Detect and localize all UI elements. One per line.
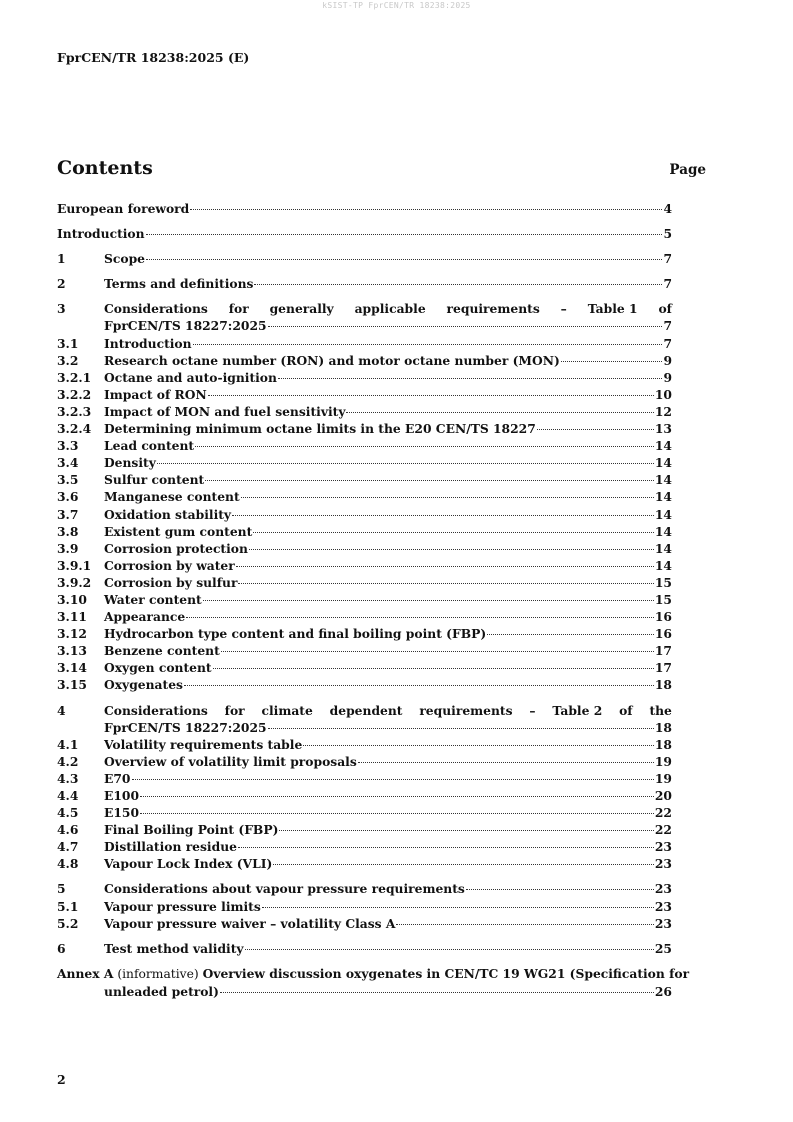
toc-title: Final Boiling Point (FBP) [104, 822, 279, 838]
toc-page: 18 [654, 677, 672, 693]
toc-title-line [57, 965, 690, 983]
toc-page: 9 [663, 352, 672, 368]
dot-leader [466, 889, 654, 890]
toc-title: E150 [104, 805, 140, 821]
toc-page: 7 [663, 251, 672, 267]
toc-page: 16 [654, 609, 672, 625]
toc-number: 4.6 [57, 822, 79, 838]
toc-number: 3.1 [57, 335, 79, 351]
toc-entry-3-7[interactable] [57, 506, 672, 523]
toc-title-word: generally [269, 301, 334, 317]
toc-number: 3.5 [57, 472, 79, 488]
toc-entry-3-13[interactable] [57, 642, 672, 659]
dot-leader [208, 395, 654, 396]
toc-number: 5.1 [57, 898, 79, 914]
dot-leader [203, 600, 654, 601]
dot-leader [146, 259, 662, 260]
toc-page: 10 [654, 386, 672, 402]
toc-number: 3 [57, 301, 66, 317]
toc-title-word: of [619, 702, 633, 718]
dot-leader [254, 284, 662, 285]
toc-number: 3.8 [57, 523, 79, 539]
dot-leader [487, 634, 654, 635]
dot-leader [238, 583, 653, 584]
toc-entry-5-2[interactable] [57, 915, 672, 932]
toc-number: 3.12 [57, 626, 87, 642]
toc-title: Water content [104, 591, 202, 607]
dot-leader [537, 429, 654, 430]
dot-leader [195, 446, 654, 447]
toc-entry-annex-a[interactable] [57, 965, 690, 1000]
toc-number: 3.2 [57, 352, 79, 368]
dot-leader [396, 924, 653, 925]
toc-title-line [104, 300, 672, 317]
toc-title: Considerations about vapour pressure requirements [104, 881, 465, 897]
toc-title: Terms and definitions [104, 276, 254, 292]
toc-page: 17 [654, 643, 672, 659]
dot-leader [132, 779, 654, 780]
toc-entry-4-5[interactable] [57, 804, 672, 821]
toc-number: 3.9.2 [57, 574, 92, 590]
toc-page: 4 [663, 201, 672, 216]
toc-entry-3-general-requirements[interactable] [57, 300, 672, 334]
toc-entry-4-7[interactable] [57, 838, 672, 855]
toc-page: 23 [654, 915, 672, 931]
toc-title-continued: unleaded petrol) [104, 983, 219, 999]
toc-title: European foreword [57, 201, 190, 216]
toc-number: 3.3 [57, 438, 79, 454]
toc-entry-3-14[interactable] [57, 659, 672, 676]
toc-title: Impact of MON and fuel sensitivity [104, 403, 346, 419]
toc-page: 13 [654, 421, 672, 437]
toc-page: 14 [654, 557, 672, 573]
toc-entry-3-2-3[interactable] [57, 403, 672, 420]
annex-informative-label: (informative) [113, 966, 203, 981]
toc-page: 17 [654, 660, 672, 676]
toc-title-word: for [228, 301, 249, 317]
toc-title: Overview of volatility limit proposals [104, 753, 357, 769]
toc-entry-introduction[interactable] [57, 225, 672, 242]
toc-page: 14 [654, 455, 672, 471]
toc-title: Research octane number (RON) and motor octane number (MON) [104, 352, 560, 368]
toc-number: 4.2 [57, 753, 79, 769]
dot-leader [140, 796, 654, 797]
toc-title-word: Considerations [104, 702, 208, 718]
toc-entry-3-10[interactable] [57, 591, 672, 608]
toc-page: 19 [654, 770, 672, 786]
toc-title: Vapour pressure waiver – volatility Class A [104, 915, 396, 931]
toc-number: 1 [57, 251, 66, 267]
annex-label: Annex A [57, 965, 114, 981]
toc-entry-4-2[interactable] [57, 753, 672, 770]
toc-page: 26 [654, 983, 672, 999]
toc-title: Appearance [104, 609, 186, 625]
dot-leader [262, 907, 654, 908]
document-id: FprCEN/TR 18238:2025 (E) [57, 50, 250, 65]
dot-leader [253, 532, 654, 533]
toc-entry-2-terms[interactable] [57, 275, 672, 292]
toc-title: Benzene content [104, 643, 220, 659]
toc-title: Volatility requirements table [104, 736, 303, 752]
toc-title-word: of [658, 301, 672, 317]
toc-number: 4.7 [57, 839, 79, 855]
toc-title-word: requirements [446, 301, 540, 317]
toc-number: 4.1 [57, 736, 79, 752]
toc-page: 18 [654, 719, 672, 735]
toc-page: 23 [654, 881, 672, 897]
dot-leader [232, 515, 654, 516]
toc-title-word: Table 2 [552, 702, 603, 718]
toc-title: Lead content [104, 438, 195, 454]
toc-entry-4-1[interactable] [57, 736, 672, 753]
toc-title-continued: FprCEN/TS 18227:2025 [104, 318, 267, 334]
toc-entry-5[interactable] [57, 880, 672, 897]
toc-number: 4.4 [57, 788, 79, 803]
dot-leader [278, 378, 662, 379]
toc-title: Introduction [57, 226, 145, 242]
toc-title-line [104, 702, 672, 719]
dot-leader [157, 463, 654, 464]
toc-title: Distillation residue [104, 839, 237, 855]
dot-leader [146, 234, 663, 235]
toc-entry-1-scope[interactable] [57, 250, 672, 267]
dot-leader [273, 864, 654, 865]
toc-number: 4.3 [57, 770, 79, 786]
toc-title: Density [104, 455, 156, 471]
toc-page: 23 [654, 898, 672, 914]
toc-number: 3.9.1 [57, 557, 92, 573]
toc-number: 4 [57, 702, 66, 718]
toc-title: Vapour pressure limits [104, 898, 261, 914]
dot-leader [238, 847, 654, 848]
dot-leader [245, 949, 654, 950]
dot-leader [186, 617, 654, 618]
toc-title-word: climate [261, 702, 313, 718]
toc-page: 23 [654, 839, 672, 855]
toc-number: 3.9 [57, 540, 79, 556]
toc-number: 3.2.1 [57, 369, 92, 385]
dot-leader [221, 651, 654, 652]
toc-entry-3-12[interactable] [57, 625, 672, 642]
toc-title: Vapour Lock Index (VLI) [104, 856, 273, 872]
dot-leader [346, 412, 653, 413]
toc-page: 12 [654, 403, 672, 419]
toc-title: Test method validity [104, 940, 244, 956]
toc-entry-3-11[interactable] [57, 608, 672, 625]
toc-page: 9 [663, 369, 672, 385]
toc-entry-european-foreword[interactable] [57, 200, 672, 217]
dot-leader [140, 813, 654, 814]
toc-title: Oxygenates [104, 677, 183, 693]
toc-entry-3-4[interactable] [57, 454, 672, 471]
toc-title: Oxidation stability [104, 506, 232, 522]
toc-page: 20 [654, 788, 672, 803]
toc-number: 3.14 [57, 660, 87, 676]
toc-number: 5 [57, 881, 66, 897]
toc-number: 5.2 [57, 915, 79, 931]
dot-leader [193, 344, 663, 345]
toc-title: Overview discussion oxygenates in CEN/TC 19 WG21 (Specification for [202, 965, 690, 981]
toc-page: 18 [654, 736, 672, 752]
toc-page: 22 [654, 822, 672, 838]
toc-entry-4-6[interactable] [57, 821, 672, 838]
toc-entry-4-3[interactable] [57, 770, 672, 787]
toc-title: Impact of RON [104, 386, 207, 402]
toc-title: Manganese content [104, 489, 240, 505]
toc-page: 14 [654, 540, 672, 556]
toc-title: Scope [104, 251, 145, 267]
toc-title: Corrosion by sulfur [104, 574, 238, 590]
toc-number: 4.8 [57, 856, 79, 872]
toc-title: Oxygen content [104, 660, 212, 676]
toc-title-word: applicable [354, 301, 426, 317]
toc-entry-3-9-2[interactable] [57, 574, 672, 591]
dot-leader [241, 497, 654, 498]
toc-page: 14 [654, 489, 672, 505]
toc-title-word: the [649, 702, 672, 718]
toc-page: 7 [663, 335, 672, 351]
toc-entry-4-climate-requirements[interactable] [57, 702, 672, 736]
toc-page: 19 [654, 753, 672, 769]
toc-entry-3-2-4[interactable] [57, 420, 672, 437]
toc-number: 3.6 [57, 489, 79, 505]
toc-number: 3.13 [57, 643, 87, 659]
toc-title: Corrosion protection [104, 540, 248, 556]
toc-title: E100 [104, 788, 140, 803]
toc-page: 14 [654, 472, 672, 488]
dot-leader [358, 762, 654, 763]
toc-entry-3-5[interactable] [57, 471, 672, 488]
toc-entry-3-9-1[interactable] [57, 557, 672, 574]
page-column-label: Page [669, 162, 706, 178]
toc-title-word: for [224, 702, 245, 718]
toc-entry-3-8[interactable] [57, 523, 672, 540]
toc-title-continued: FprCEN/TS 18227:2025 [104, 719, 267, 735]
toc-title-word: – [529, 702, 536, 718]
toc-entry-5-1[interactable] [57, 898, 672, 915]
dot-leader [303, 745, 654, 746]
toc-number: 3.2.2 [57, 386, 92, 402]
toc-title-word: – [560, 301, 567, 317]
toc-title: Sulfur content [104, 472, 205, 488]
toc-page: 14 [654, 438, 672, 454]
toc-title-word: dependent [329, 702, 403, 718]
watermark: kSIST-TP FprCEN/TR 18238:2025 [322, 1, 471, 10]
toc-entry-3-2[interactable] [57, 352, 672, 369]
toc-title: E70 [104, 770, 131, 786]
dot-leader [184, 685, 654, 686]
page-number: 2 [57, 1072, 66, 1087]
toc-number: 3.7 [57, 506, 79, 522]
toc-number: 3.4 [57, 455, 79, 471]
toc-entry-6[interactable] [57, 940, 672, 957]
dot-leader [268, 728, 654, 729]
toc-title-word: Table 1 [587, 301, 638, 317]
dot-leader [190, 209, 662, 210]
toc-page: 7 [663, 318, 672, 334]
toc-number: 3.2.3 [57, 403, 92, 419]
table-of-contents [57, 200, 690, 1000]
toc-number: 3.15 [57, 677, 87, 693]
toc-number: 2 [57, 276, 66, 292]
dot-leader [249, 549, 654, 550]
toc-number: 3.2.4 [57, 421, 92, 437]
toc-number: 6 [57, 940, 66, 956]
dot-leader [220, 992, 654, 993]
toc-title-word: requirements [419, 702, 513, 718]
toc-title: Introduction [104, 335, 192, 351]
toc-number: 3.10 [57, 591, 87, 607]
toc-title: Determining minimum octane limits in the E20 CEN/TS 18227 [104, 421, 536, 437]
toc-page: 22 [654, 805, 672, 821]
toc-title-word: Considerations [104, 301, 208, 317]
toc-entry-3-1[interactable] [57, 335, 672, 352]
toc-page: 5 [663, 226, 672, 242]
toc-number: 4.5 [57, 805, 79, 821]
toc-page: 14 [654, 506, 672, 522]
dot-leader [213, 668, 654, 669]
toc-entry-4-8[interactable] [57, 855, 672, 872]
toc-page: 16 [654, 626, 672, 642]
toc-entry-3-3[interactable] [57, 437, 672, 454]
toc-page: 23 [654, 856, 672, 872]
toc-number: 3.11 [57, 609, 87, 625]
contents-heading: Contents [57, 157, 153, 179]
toc-page: 15 [654, 591, 672, 607]
toc-title: Existent gum content [104, 523, 253, 539]
dot-leader [236, 566, 654, 567]
dot-leader [268, 326, 663, 327]
toc-entry-3-2-2[interactable] [57, 386, 672, 403]
toc-title: Corrosion by water [104, 557, 235, 573]
toc-entry-4-4[interactable] [57, 787, 672, 804]
toc-page: 7 [663, 276, 672, 292]
toc-page: 25 [654, 940, 672, 956]
toc-title: Hydrocarbon type content and final boiling point (FBP) [104, 626, 487, 642]
toc-entry-3-2-1[interactable] [57, 369, 672, 386]
toc-entry-3-6[interactable] [57, 488, 672, 505]
toc-entry-3-15[interactable] [57, 676, 672, 693]
toc-page: 14 [654, 523, 672, 539]
toc-title: Octane and auto-ignition [104, 369, 277, 385]
dot-leader [205, 480, 654, 481]
toc-page: 15 [654, 574, 672, 590]
dot-leader [561, 361, 663, 362]
toc-entry-3-9[interactable] [57, 540, 672, 557]
dot-leader [279, 830, 653, 831]
